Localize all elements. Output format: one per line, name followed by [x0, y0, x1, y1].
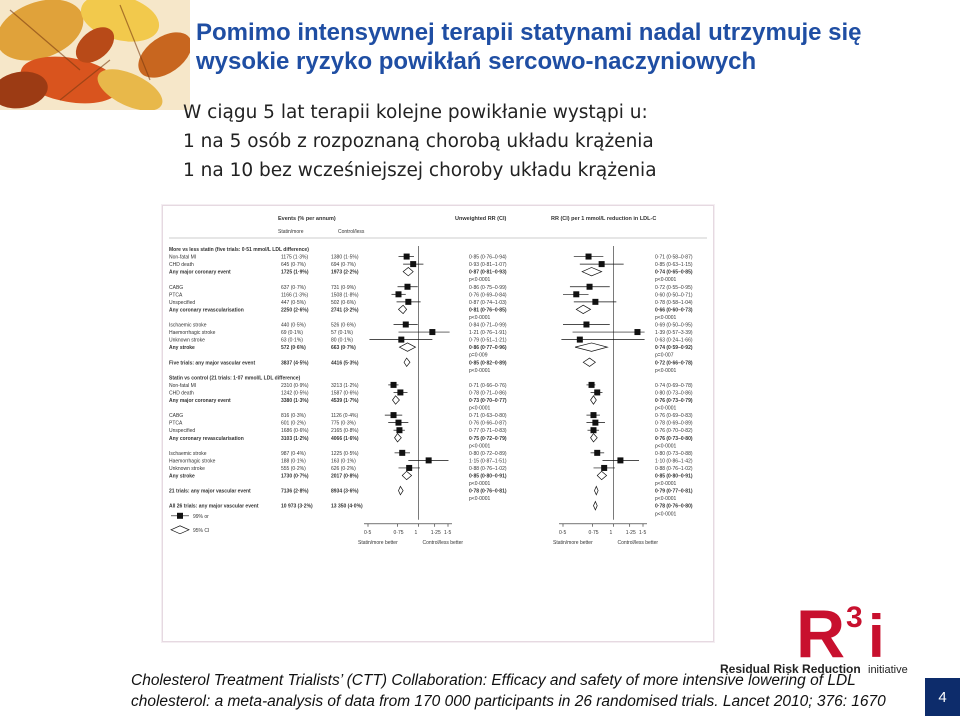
title-line-2: wysokie ryzyko powikłań sercowo-naczyniowych [196, 48, 757, 75]
row-unweighted-rr: 0·71 (0·66–0·76) [469, 382, 507, 389]
row-unweighted-rr: 0·79 (0·51–1·21) [469, 337, 507, 344]
left-summary-diamond [404, 358, 410, 366]
row-per-mmol-rr: 0·78 (0·58–1·04) [655, 299, 693, 306]
row-per-mmol-rr: p<0·0001 [655, 496, 677, 503]
right-point-square [587, 284, 593, 290]
title-line-1: Pomimo intensywnej terapii statynami nadal utrzymuje się [196, 19, 862, 46]
p-value-row [469, 496, 676, 502]
right-tick-label: 1·5 [639, 529, 647, 536]
row-label: Ischaemic stroke [169, 450, 207, 457]
forest-row [169, 389, 693, 396]
right-point-square [594, 389, 600, 395]
row-label: CHD death [169, 390, 194, 397]
right-point-square [583, 322, 589, 328]
row-unweighted-rr: 0·71 (0·63–0·80) [469, 413, 507, 420]
row-arm1-events: 10 973 (3·2%) [281, 503, 313, 510]
forest-row [169, 358, 693, 366]
section-label: More vs less statin (five trials: 0·51 mmol/L LDL difference) [169, 247, 309, 253]
left-summary-diamond [393, 396, 400, 404]
row-arm2-events: 502 (0·6%) [331, 299, 356, 306]
left-point-square [396, 427, 402, 433]
row-unweighted-rr: p<0·0001 [469, 496, 491, 503]
header-unweighted: Unweighted RR (CI) [455, 216, 507, 222]
row-label: PTCA [169, 292, 183, 299]
left-tick-label: 0·5 [364, 529, 372, 536]
row-arm2-events: 1380 (1·5%) [331, 254, 359, 261]
row-arm2-events: 1587 (0·6%) [331, 390, 359, 397]
row-per-mmol-rr: 1·39 (0·57–3·39) [655, 330, 693, 337]
slide-title [196, 18, 946, 76]
row-per-mmol-rr: p<0·0001 [655, 405, 677, 412]
row-per-mmol-rr: 0·72 (0·66–0·78) [655, 360, 693, 367]
p-value-row [469, 443, 676, 449]
row-unweighted-rr: 0·85 (0·76–0·94) [469, 254, 507, 261]
right-summary-diamond [594, 486, 598, 494]
row-unweighted-rr: 0·93 (0·81–1·07) [469, 262, 507, 269]
row-unweighted-rr: 0·87 (0·81–0·93) [469, 269, 507, 276]
row-arm1-events: 2250 (2·6%) [281, 307, 309, 314]
left-point-square [391, 382, 397, 388]
row-per-mmol-rr: p<0·0001 [655, 511, 677, 518]
row-label: Haemorrhagic stroke [169, 458, 216, 465]
row-arm1-events: 7136 (2·8%) [281, 488, 309, 495]
left-point-square [395, 420, 401, 426]
svg-text:3: 3 [846, 601, 863, 634]
row-per-mmol-rr: 0·80 (0·73–0·88) [655, 450, 693, 457]
forest-row [169, 322, 693, 329]
row-per-mmol-rr: 0·78 (0·76–0·80) [655, 503, 693, 510]
left-tick-label: 1·25 [430, 529, 441, 536]
right-point-square [592, 299, 598, 305]
right-tick-label: 0·75 [588, 529, 599, 536]
right-point-square [592, 420, 598, 426]
p-value-row [469, 406, 676, 412]
row-arm2-events: 731 (0·9%) [331, 284, 356, 291]
section-label: Statin vs control (21 trials: 1·07 mmol/L LDL difference) [169, 375, 301, 382]
row-unweighted-rr: p<0·0001 [469, 481, 491, 488]
row-arm1-events: 555 (0·2%) [281, 465, 306, 472]
legend-diamond [171, 526, 189, 534]
forest-plot [163, 206, 713, 641]
p-value-row [655, 511, 676, 517]
row-unweighted-rr: 1·15 (0·87–1·51) [469, 458, 507, 465]
forest-row [169, 471, 693, 479]
forest-row [169, 267, 693, 275]
left-summary-diamond [403, 267, 413, 275]
row-per-mmol-rr: 0·69 (0·50–0·95) [655, 322, 693, 329]
logo-text: Residual Risk Reduction [720, 662, 861, 676]
left-summary-diamond [398, 305, 406, 313]
section-header [169, 247, 309, 253]
row-per-mmol-rr: 0·85 (0·63–1·15) [655, 262, 693, 269]
row-arm1-events: 1730 (0·7%) [281, 473, 309, 480]
right-summary-diamond [583, 358, 595, 366]
forest-row [169, 305, 693, 313]
right-summary-diamond [575, 343, 607, 351]
row-arm1-events: 3380 (1·3%) [281, 398, 309, 404]
row-arm2-events: 4066 (1·6%) [331, 435, 359, 442]
section-header [169, 375, 301, 381]
row-per-mmol-rr: 0·60 (0·50–0·71) [655, 292, 693, 299]
row-label: CHD death [169, 262, 194, 269]
right-tick-label: 0·5 [559, 529, 567, 536]
left-worse-label: Control/less better [422, 539, 464, 546]
row-arm2-events: 80 (0·1%) [331, 337, 353, 344]
row-arm2-events: 526 (0·6%) [331, 322, 356, 329]
forest-row [169, 465, 693, 472]
p-value-row [469, 353, 674, 359]
right-tick-label: 1·25 [625, 529, 636, 536]
row-arm2-events: 663 (0·7%) [331, 345, 356, 352]
row-unweighted-rr: p=0·009 [469, 352, 488, 359]
row-unweighted-rr: 0·86 (0·77–0·96) [469, 345, 507, 352]
row-arm2-events: 694 (0·7%) [331, 262, 356, 269]
right-point-square [599, 261, 605, 267]
right-point-square [594, 450, 600, 456]
right-point-square [589, 382, 595, 388]
row-arm2-events: 775 (0·3%) [331, 420, 356, 427]
left-point-square [391, 412, 397, 418]
row-unweighted-rr: 0·73 (0·70–0·77) [469, 398, 507, 404]
row-unweighted-rr: 1·21 (0·76–1·91) [469, 330, 507, 337]
row-per-mmol-rr: 0·74 (0·69–0·78) [655, 382, 693, 389]
right-point-square [590, 427, 596, 433]
row-per-mmol-rr: 0·80 (0·73–0·86) [655, 390, 693, 397]
forest-row [169, 337, 693, 344]
left-point-square [404, 284, 410, 290]
header-events: Events (% per annum) [278, 216, 336, 222]
right-point-square [601, 465, 607, 471]
right-worse-label: Control/less better [617, 539, 659, 546]
right-point-square [586, 254, 592, 260]
row-per-mmol-rr: p<0·0001 [655, 367, 677, 374]
right-summary-diamond [591, 434, 598, 442]
row-label: Any major coronary event [169, 398, 231, 404]
left-point-square [403, 322, 409, 328]
row-unweighted-rr: 0·81 (0·76–0·85) [469, 307, 507, 314]
row-per-mmol-rr: 0·88 (0·76–1·02) [655, 465, 693, 472]
row-per-mmol-rr: 0·78 (0·69–0·89) [655, 420, 693, 427]
row-unweighted-rr: 0·84 (0·71–0·99) [469, 322, 507, 329]
row-per-mmol-rr: 0·79 (0·77–0·81) [655, 488, 693, 495]
left-tick-label: 1 [414, 529, 418, 536]
left-summary-diamond [402, 471, 411, 479]
row-arm2-events: 1973 (2·2%) [331, 269, 359, 276]
forest-row [169, 382, 693, 389]
row-label: PTCA [169, 420, 183, 427]
citation-caption [131, 670, 931, 712]
row-arm1-events: 816 (0·3%) [281, 413, 306, 420]
caption-line-1: Cholesterol Treatment Trialists’ (CTT) Collaboration: Efficacy and safety of more intensive lowering of LDL [131, 672, 856, 689]
row-arm2-events: 1508 (1·8%) [331, 292, 359, 299]
left-point-square [426, 457, 432, 463]
forest-row [169, 450, 693, 457]
row-label: Haemorrhagic stroke [169, 330, 216, 337]
left-point-square [397, 389, 403, 395]
row-arm1-events: 572 (0·6%) [281, 345, 306, 352]
row-arm1-events: 1725 (1·9%) [281, 269, 309, 276]
row-label: Any coronary revascularisation [169, 435, 244, 442]
row-per-mmol-rr: 0·66 (0·60–0·73) [655, 307, 693, 314]
row-per-mmol-rr: p<0·0001 [655, 277, 677, 284]
left-summary-diamond [395, 434, 402, 442]
row-arm2-events: 163 (0·1%) [331, 458, 356, 465]
svg-text:R: R [796, 596, 846, 672]
forest-row [169, 284, 693, 291]
row-per-mmol-rr: 0·63 (0·24–1·66) [655, 337, 693, 344]
row-arm1-events: 447 (0·5%) [281, 299, 306, 306]
row-per-mmol-rr: 0·76 (0·69–0·83) [655, 413, 693, 420]
row-unweighted-rr: 0·75 (0·72–0·79) [469, 435, 507, 442]
bullet-line-1: W ciągu 5 lat terapii kolejne powikłanie wystąpi u: [183, 102, 648, 123]
forest-row [169, 343, 693, 351]
right-summary-diamond [597, 471, 606, 479]
legend-99: 99% or [193, 513, 209, 520]
left-point-square [395, 291, 401, 297]
row-unweighted-rr: 0·78 (0·76–0·81) [469, 488, 507, 495]
row-unweighted-rr: 0·86 (0·75–0·99) [469, 284, 507, 291]
p-value-row [469, 368, 676, 374]
right-tick-label: 1 [609, 529, 613, 536]
row-label: Any major coronary event [169, 269, 231, 276]
forest-row [169, 502, 693, 510]
row-unweighted-rr: 0·78 (0·71–0·86) [469, 390, 507, 397]
left-point-square [406, 465, 412, 471]
forest-row [169, 427, 693, 434]
r3i-logo [718, 595, 918, 680]
bullet-line-3: 1 na 10 bez wcześniejszej choroby układu krążenia [183, 160, 657, 181]
row-unweighted-rr: 0·76 (0·66–0·87) [469, 420, 507, 427]
row-arm2-events: 1126 (0·4%) [331, 413, 359, 420]
row-arm2-events: 57 (0·1%) [331, 330, 353, 337]
row-arm1-events: 2310 (0·9%) [281, 382, 309, 389]
row-arm2-events: 4539 (1·7%) [331, 398, 359, 404]
row-label: Non-fatal MI [169, 254, 197, 261]
row-label: Any coronary revascularisation [169, 307, 244, 314]
row-arm1-events: 601 (0·2%) [281, 420, 306, 427]
row-arm1-events: 987 (0·4%) [281, 450, 306, 457]
row-unweighted-rr: 0·77 (0·71–0·83) [469, 428, 507, 435]
right-summary-diamond [593, 502, 597, 510]
forest-row [169, 420, 693, 427]
row-per-mmol-rr: p<0·0001 [655, 314, 677, 321]
row-unweighted-rr: 0·85 (0·80–0·91) [469, 473, 507, 480]
row-per-mmol-rr: 0·74 (0·59–0·92) [655, 345, 693, 352]
row-label: Any stroke [169, 345, 195, 352]
row-unweighted-rr: 0·87 (0·74–1·03) [469, 299, 507, 306]
forest-row [169, 486, 693, 494]
header-arm1: Statin/more [278, 229, 304, 235]
row-unweighted-rr: 0·76 (0·69–0·84) [469, 292, 507, 299]
p-value-row [469, 315, 676, 321]
row-arm2-events: 2017 (0·8%) [331, 473, 359, 480]
row-per-mmol-rr: 0·76 (0·70–0·82) [655, 428, 693, 435]
row-arm1-events: 188 (0·1%) [281, 458, 306, 465]
left-point-square [410, 261, 416, 267]
forest-row [169, 434, 693, 442]
row-unweighted-rr: p<0·0001 [469, 405, 491, 412]
caption-line-2: cholesterol: a meta-analysis of data from 170 000 participants in 26 randomised trials. Lancet 2010; 376: 1670 [131, 693, 886, 710]
row-unweighted-rr: p<0·0001 [469, 314, 491, 321]
row-per-mmol-rr: p<0·0001 [655, 481, 677, 488]
forest-row [169, 457, 693, 464]
row-unweighted-rr: 0·85 (0·82–0·89) [469, 360, 507, 367]
left-summary-diamond [399, 343, 415, 351]
right-summary-diamond [576, 305, 590, 313]
row-arm2-events: 3213 (1·2%) [331, 382, 359, 389]
row-label: Ischaemic stroke [169, 322, 207, 329]
row-per-mmol-rr: 0·85 (0·80–0·91) [655, 473, 693, 480]
right-summary-diamond [591, 396, 597, 404]
row-arm1-events: 1242 (0·5%) [281, 390, 309, 397]
row-arm1-events: 645 (0·7%) [281, 262, 306, 269]
header-arm2: Control/less [338, 229, 365, 235]
left-point-square [398, 337, 404, 343]
row-unweighted-rr: p<0·0001 [469, 277, 491, 284]
forest-row [169, 261, 693, 268]
row-arm1-events: 1175 (1·3%) [281, 254, 309, 261]
header-per-mmol: RR (CI) per 1 mmol/L reduction in LDL-C [551, 216, 657, 222]
row-label: 21 trials: any major vascular event [169, 488, 251, 495]
row-arm1-events: 1166 (1·3%) [281, 292, 309, 299]
row-label: Unknown stroke [169, 337, 205, 344]
row-per-mmol-rr: p<0·0001 [655, 443, 677, 450]
row-label: Five trials: any major vascular event [169, 360, 256, 367]
row-label: Unspecified [169, 428, 196, 435]
row-arm2-events: 4416 (5·3%) [331, 360, 359, 367]
row-arm2-events: 13 350 (4·0%) [331, 503, 363, 510]
logo-sub: initiative [868, 664, 908, 676]
row-per-mmol-rr: p=0·007 [655, 352, 674, 359]
page-number: 4 [925, 678, 960, 716]
forest-row [169, 412, 693, 419]
p-value-row [469, 481, 676, 487]
left-summary-diamond [398, 486, 403, 494]
row-label: Any stroke [169, 473, 195, 480]
row-label: Unspecified [169, 299, 196, 306]
row-label: CABG [169, 284, 184, 291]
row-unweighted-rr: 0·88 (0·76–1·02) [469, 465, 507, 472]
row-unweighted-rr: 0·80 (0·72–0·89) [469, 450, 507, 457]
row-per-mmol-rr: 0·71 (0·58–0·87) [655, 254, 693, 261]
forest-row [169, 254, 693, 261]
left-tick-label: 0·75 [393, 529, 404, 536]
row-arm1-events: 440 (0·5%) [281, 322, 306, 329]
legend-square [177, 513, 183, 519]
bullet-text [183, 98, 943, 185]
row-unweighted-rr: p<0·0001 [469, 367, 491, 374]
autumn-leaves-decoration [0, 0, 190, 110]
forest-row [169, 291, 693, 298]
row-arm1-events: 63 (0·1%) [281, 337, 303, 344]
right-better-label: Statin/more better [553, 539, 593, 546]
row-arm1-events: 69 (0·1%) [281, 330, 303, 337]
right-point-square [573, 291, 579, 297]
r3i-logo-graphic [718, 595, 918, 680]
row-per-mmol-rr: 0·76 (0·73–0·79) [655, 398, 693, 404]
row-arm1-events: 3837 (4·5%) [281, 360, 309, 367]
legend-95: 95% CI [193, 527, 210, 534]
row-arm1-events: 637 (0·7%) [281, 284, 306, 291]
row-label: Non-fatal MI [169, 382, 197, 389]
row-per-mmol-rr: 0·76 (0·73–0·80) [655, 435, 693, 442]
right-point-square [577, 337, 583, 343]
row-arm1-events: 3103 (1·2%) [281, 435, 309, 442]
forest-row [169, 329, 693, 336]
forest-plot-figure [162, 205, 714, 642]
svg-text:i: i [868, 603, 885, 670]
forest-row [169, 396, 693, 404]
left-point-square [429, 329, 435, 335]
bullet-line-2: 1 na 5 osób z rozpoznaną chorobą układu krążenia [183, 131, 654, 152]
row-label: Unknown stroke [169, 465, 205, 472]
row-label: All 26 trials: any major vascular event [169, 503, 259, 510]
row-arm2-events: 8934 (3·6%) [331, 488, 359, 495]
row-arm2-events: 1225 (0·5%) [331, 450, 359, 457]
right-point-square [617, 457, 623, 463]
left-point-square [405, 299, 411, 305]
right-point-square [590, 412, 596, 418]
left-point-square [399, 450, 405, 456]
left-better-label: Statin/more better [358, 539, 398, 546]
row-arm2-events: 2165 (0·8%) [331, 428, 359, 435]
row-per-mmol-rr: 1·10 (0·86–1·42) [655, 458, 693, 465]
p-value-row [469, 277, 676, 283]
row-per-mmol-rr: 0·72 (0·55–0·95) [655, 284, 693, 291]
right-point-square [634, 329, 640, 335]
forest-row [169, 299, 693, 306]
right-summary-diamond [582, 267, 602, 275]
row-arm2-events: 2741 (3·2%) [331, 307, 359, 314]
row-unweighted-rr: p<0·0001 [469, 443, 491, 450]
row-arm2-events: 626 (0·2%) [331, 465, 356, 472]
row-per-mmol-rr: 0·74 (0·65–0·85) [655, 269, 693, 276]
row-label: CABG [169, 413, 184, 420]
left-tick-label: 1·5 [444, 529, 452, 536]
left-point-square [404, 254, 410, 260]
row-arm1-events: 1686 (0·6%) [281, 428, 309, 435]
